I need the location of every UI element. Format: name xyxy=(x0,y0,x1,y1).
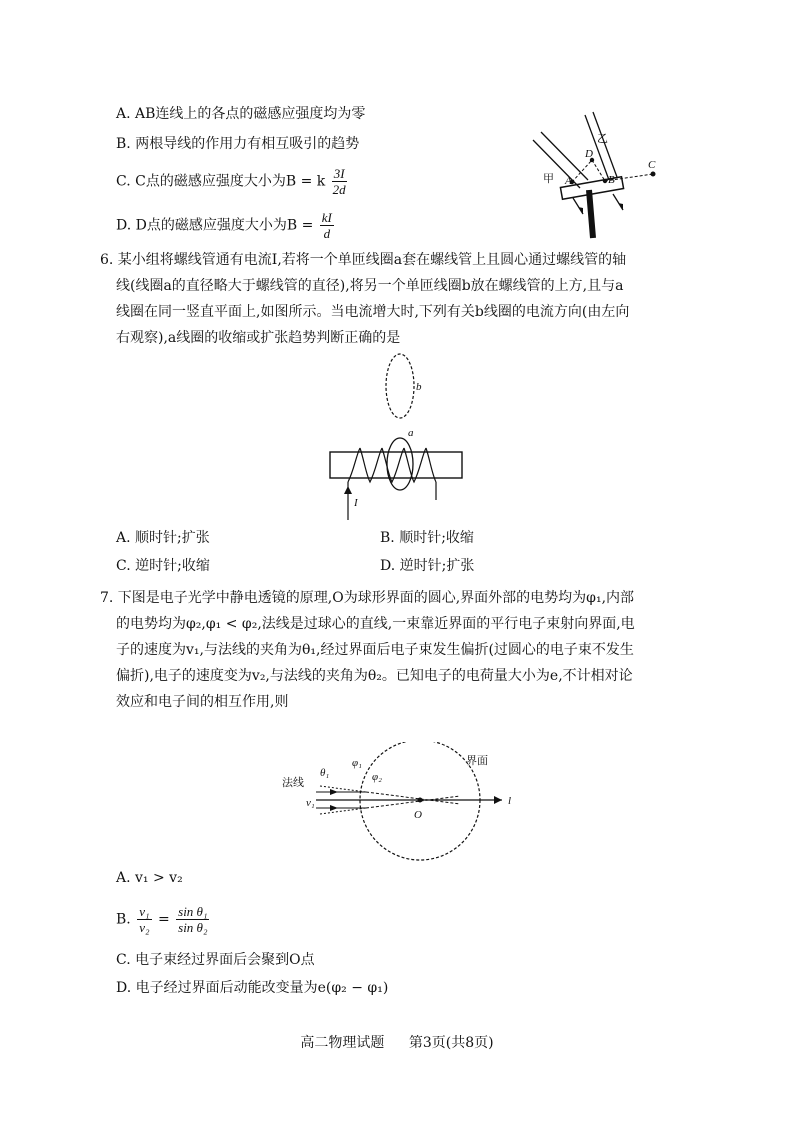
point-b xyxy=(603,179,607,183)
q6-option-d: D. 逆时针;扩张 xyxy=(380,558,475,574)
q7-option-b-label: B. xyxy=(116,911,131,928)
q7-option-a: A. v₁ > v₂ xyxy=(116,870,183,886)
q5-wires-figure xyxy=(525,110,675,240)
q6-stem-line-4: 右观察),a线圈的收缩或扩张趋势判断正确的是 xyxy=(116,330,401,346)
label-b: B xyxy=(608,174,615,186)
q5-option-b: B. 两根导线的作用力有相互吸引的趋势 xyxy=(116,136,360,152)
q7-stem-line-2: 的电势均为φ₂,φ₁ < φ₂,法线是过球心的直线,一束靠近界面的平行电子束射向界面,电 xyxy=(116,616,635,632)
point-c xyxy=(651,172,656,177)
fraction-numerator: 3I xyxy=(333,166,345,181)
support-pole xyxy=(589,190,593,238)
q5-option-d-text: D. D点的磁感应强度大小为B = xyxy=(116,217,314,234)
fraction-denominator: sin θ₂ xyxy=(178,920,208,935)
q6-solenoid-figure xyxy=(320,352,480,524)
footer-page-number: 第3页(共8页) xyxy=(408,1035,494,1051)
label-faxian: 法线 xyxy=(282,776,304,789)
fraction-numerator: kI xyxy=(321,210,332,225)
q6-option-c: C. 逆时针;收缩 xyxy=(116,558,210,574)
q7-option-d: D. 电子经过界面后动能改变量为e(φ₂ − φ₁) xyxy=(116,980,389,996)
current-arrow xyxy=(344,486,352,494)
label-d: D xyxy=(585,148,593,160)
label-phi1: φ₁ xyxy=(352,757,362,769)
q7-option-c: C. 电子束经过界面后会聚到O点 xyxy=(116,952,315,968)
label-jiemian: 界面 xyxy=(466,754,488,767)
label-b: b xyxy=(416,381,422,393)
label-current: I xyxy=(354,497,358,509)
q7-stem-line-3: 子的速度为v₁,与法线的夹角为θ₁,经过界面后电子束发生偏折(过圆心的电子束不发生 xyxy=(116,642,634,658)
q5-option-c-fraction xyxy=(332,166,347,197)
q7-option-b-right-fraction xyxy=(176,904,209,935)
line-a-to-d xyxy=(572,160,592,182)
equals-sign: = xyxy=(157,911,170,928)
page-footer xyxy=(0,1032,794,1052)
fraction-numerator: sin θ₁ xyxy=(178,904,208,919)
fraction-denominator: v₂ xyxy=(139,920,150,935)
label-yi: 乙 xyxy=(597,132,608,145)
label-a: A xyxy=(565,175,572,187)
incident-upper-ext xyxy=(320,786,366,792)
fraction-denominator: d xyxy=(323,226,331,241)
fraction-denominator: 2d xyxy=(332,182,346,197)
q6-option-a: A. 顺时针;扩张 xyxy=(116,530,210,546)
q5-option-d-fraction xyxy=(320,210,334,241)
q5-option-c-text: C. C点的磁感应强度大小为B = k xyxy=(116,173,326,190)
footer-subject: 高二物理试题 xyxy=(300,1035,385,1051)
incident-lower-ext xyxy=(320,808,366,814)
q6-option-b: B. 顺时针;收缩 xyxy=(380,530,474,546)
q5-option-d xyxy=(116,210,336,241)
q5-option-a: A. AB连线上的各点的磁感应强度均为零 xyxy=(116,106,366,122)
solenoid-windings xyxy=(348,448,436,482)
label-phi2: φ₂ xyxy=(372,771,382,783)
label-theta1: θ₁ xyxy=(320,767,330,779)
center-o xyxy=(418,798,423,803)
q7-option-b xyxy=(116,904,211,935)
label-jia: 甲 xyxy=(543,172,554,185)
label-o: O xyxy=(414,809,422,821)
q7-option-b-left-fraction xyxy=(137,904,151,935)
q5-option-c xyxy=(116,166,349,197)
fraction-numerator: v₁ xyxy=(139,904,150,919)
q6-stem-line-3: 线圈在同一竖直平面上,如图所示。当电流增大时,下列有关b线圈的电流方向(由左向 xyxy=(116,304,630,320)
q7-lens-figure xyxy=(280,742,520,862)
label-l: l xyxy=(508,795,512,807)
label-a: a xyxy=(408,427,414,439)
label-v1: v₁ xyxy=(306,797,315,809)
q7-stem-line-5: 效应和电子间的相互作用,则 xyxy=(116,694,289,710)
q7-stem-line-1: 7. 下图是电子光学中静电透镜的原理,O为球形界面的圆心,界面外部的电势均为φ₁,内部 xyxy=(100,590,635,606)
coil-a xyxy=(387,438,413,490)
coil-b xyxy=(386,354,414,418)
q7-stem-line-4: 偏折),电子的速度变为v₂,与法线的夹角为θ₂。已知电子的电荷量大小为e,不计相对论 xyxy=(116,668,633,684)
label-c: C xyxy=(648,159,656,171)
q6-stem-line-2: 线(线圈a的直径略大于螺线管的直径),将另一个单匝线圈b放在螺线管的上方,且与a xyxy=(116,278,624,294)
q6-stem-line-1: 6. 某小组将螺线管通有电流I,若将一个单匝线圈a套在螺线管上且圆心通过螺线管的轴 xyxy=(100,252,627,268)
solenoid xyxy=(330,452,462,478)
